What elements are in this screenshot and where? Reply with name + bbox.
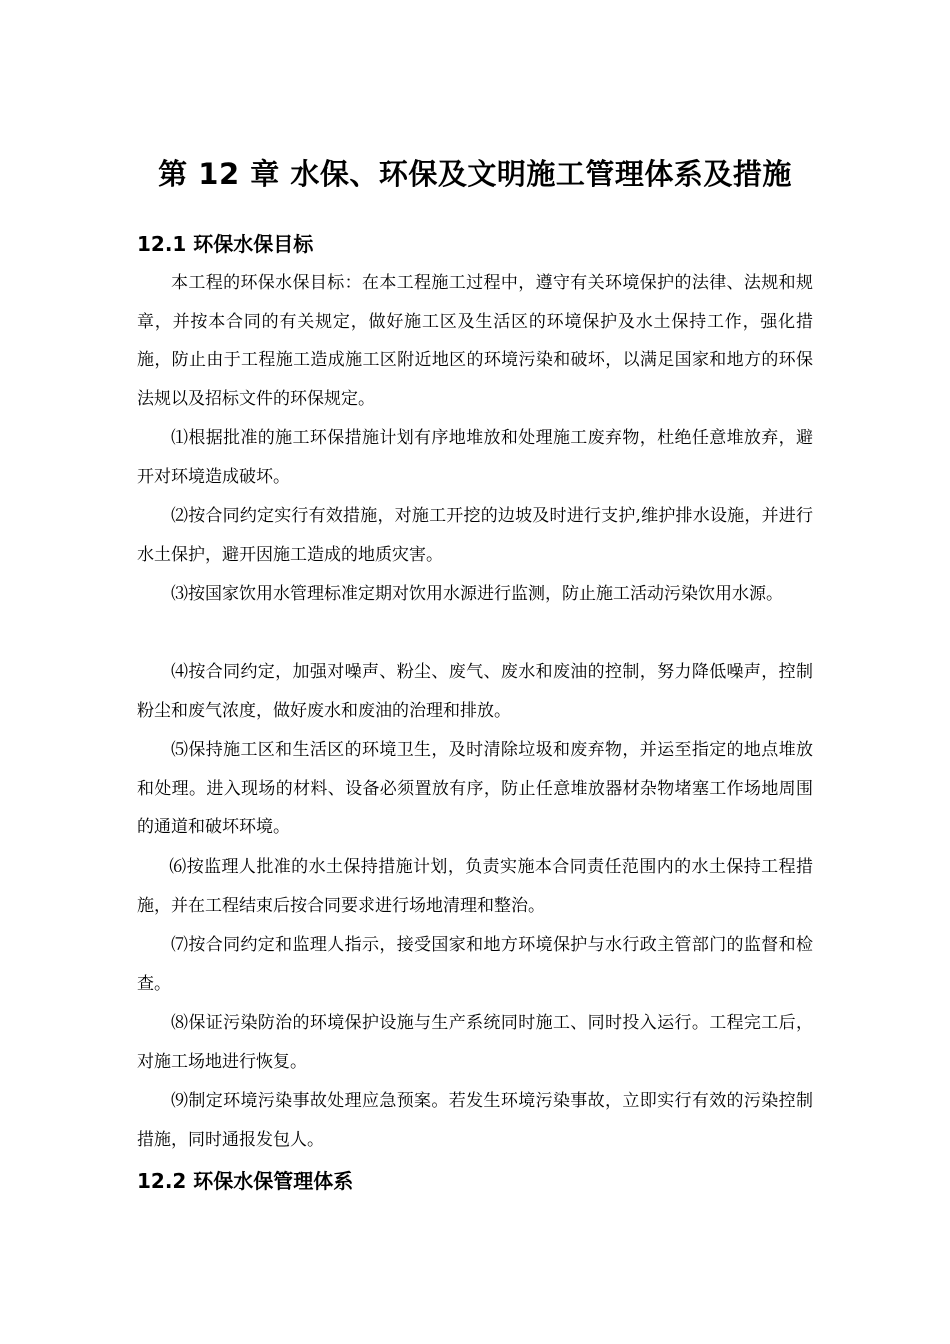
item-1: ⑴根据批准的施工环保措施计划有序地堆放和处理施工废弃物，杜绝任意堆放弃，避开对环境造成破坏。 <box>137 428 813 487</box>
item-9: ⑼制定环境污染事故处理应急预案。若发生环境污染事故，立即实行有效的污染控制措施，同时通报发包人。 <box>137 1091 813 1150</box>
chapter-title: 第 12 章 水保、环保及文明施工管理体系及措施 <box>158 157 792 191</box>
item-4: ⑷按合同约定，加强对噪声、粉尘、废气、废水和废油的控制，努力降低噪声，控制粉尘和废气浓度，做好废水和废油的治理和排放。 <box>137 662 813 721</box>
section-heading-12-2: 12.2 环保水保管理体系 <box>137 1169 354 1193</box>
item-3: ⑶按国家饮用水管理标准定期对饮用水源进行监测，防止施工活动污染饮用水源。 <box>171 584 783 604</box>
item-8: ⑻保证污染防治的环境保护设施与生产系统同时施工、同时投入运行。工程完工后，对施工场地进行恢复。 <box>137 1013 813 1072</box>
item-2: ⑵按合同约定实行有效措施，对施工开挖的边坡及时进行支护,维护排水设施，并进行水土保护，避开因施工造成的地质灾害。 <box>137 506 813 565</box>
item-7: ⑺按合同约定和监理人指示，接受国家和地方环境保护与水行政主管部门的监督和检查。 <box>137 935 813 994</box>
item-6: ⑹按监理人批准的水土保持措施计划，负责实施本合同责任范围内的水土保持工程措施，并在工程结束后按合同要求进行场地清理和整治。 <box>137 857 813 916</box>
section-heading-12-1: 12.1 环保水保目标 <box>137 232 314 256</box>
item-5: ⑸保持施工区和生活区的环境卫生，及时清除垃圾和废弃物，并运至指定的地点堆放和处理。进入现场的材料、设备必须置放有序，防止任意堆放器材杂物堵塞工作场地周围的通道和破坏环境。 <box>137 740 813 837</box>
intro-paragraph: 本工程的环保水保目标：在本工程施工过程中，遵守有关环境保护的法律、法规和规章，并按本合同的有关规定，做好施工区及生活区的环境保护及水土保持工作，强化措施，防止由于工程施工造成施工区附近地区的环境污染和破坏，以满足国家和地方的环保法规以及招标文件的环保规定。 <box>137 273 813 409</box>
